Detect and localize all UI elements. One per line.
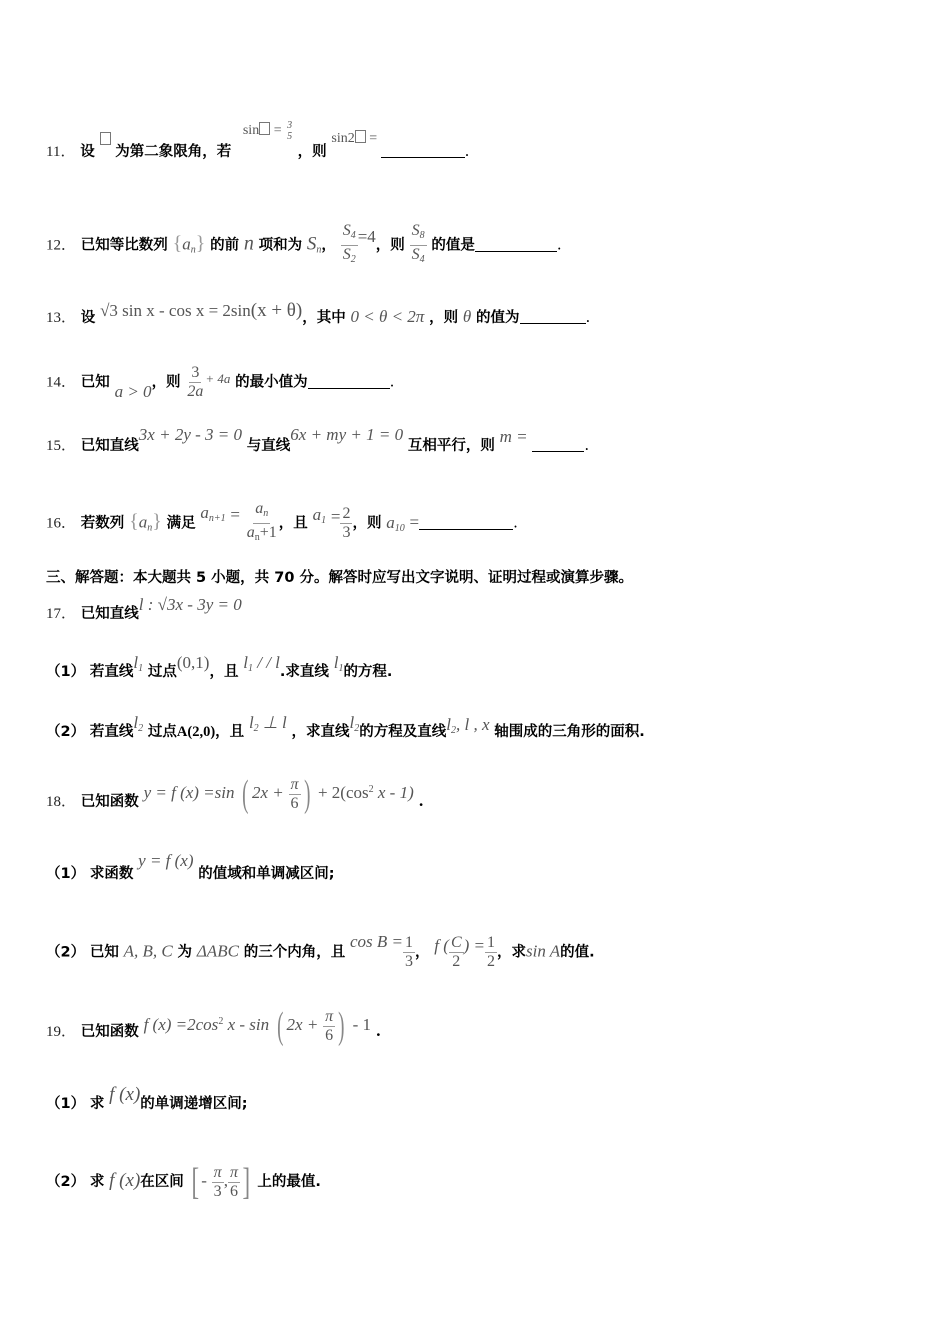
fraction-s8-s4: $\frac{S_8}{S_4}$ xyxy=(411,222,425,265)
answer-blank[interactable] xyxy=(520,309,586,324)
question-17: 17． 已知直线l : √3x - 3y = 0 xyxy=(46,595,242,622)
fraction-s4-s2: $\frac{S_4}{S_2}$ xyxy=(342,222,356,265)
question-19-part-2: （2） 求 f (x)在区间 [ - $\frac{\pi}{3}$ , $\frac{\pi}{6}$ ] 上的最值. xyxy=(46,1161,321,1203)
missing-glyph-icon xyxy=(100,132,111,145)
question-11: 11． 设 为第二象限角，若 sin = 3 5 ，则 sin2 = . xyxy=(46,119,470,160)
condition-sin: sin = 3 5 xyxy=(242,119,293,142)
answer-blank[interactable] xyxy=(381,143,465,158)
question-18-part-1: （1） 求函数 y = f (x) 的值域和单调减区间; xyxy=(46,851,335,882)
missing-glyph-icon xyxy=(355,130,366,143)
question-13: 13． 设 √3 sin x - cos x = 2sin(x + θ)，其中 0 < θ < 2π ，则 θ 的值为 . xyxy=(46,300,591,326)
ask-sin2: sin2 = xyxy=(331,131,378,146)
answer-blank[interactable] xyxy=(308,374,390,389)
question-17-part-1: （1） 若直线$l_1$ 过点(0,1)，且 $l_1$ / / l.求直线 $l_1$的方程. xyxy=(46,653,393,680)
question-15: 15． 已知直线3x + 2y - 3 = 0 与直线6x + my + 1 = 0 互相平行，则 m = . xyxy=(46,425,590,454)
question-19-part-1: （1） 求 f (x)的单调递增区间; xyxy=(46,1084,248,1112)
question-number: 11． xyxy=(46,144,76,160)
section-heading: 三、解答题：本大题共 5 小题，共 70 分。解答时应写出文字说明、证明过程或演算步骤。 xyxy=(46,570,633,586)
question-16: 16． 若数列 $\{a_n\}$ 满足 $a_{n+1}$ = $\frac{a_n}{a_n+1}$ ，且 $a_1$ = $\frac{2}{3}$ ，则 $a_{10}$ = . xyxy=(46,500,518,547)
answer-blank[interactable] xyxy=(475,237,557,252)
question-18: 18． 已知函数 y = f (x) =sin ( 2x + $\frac{\pi}{6}$ ) + $2(\cos^2$ x - 1) . xyxy=(46,773,424,815)
question-12: 12． 已知等比数列 $\{a_n\}$ 的前 n 项和为 $S_n$， $\frac{S_4}{S_2}$ =4，则 $\frac{S_8}{S_4}$ 的值是 . xyxy=(46,222,562,269)
fraction-3-over-2a: $\frac{3}{2a}$ xyxy=(187,364,204,400)
question-14: 14． 已知 a > 0，则 $\frac{3}{2a}$ + 4a 的最小值为 . xyxy=(46,364,395,401)
answer-blank[interactable] xyxy=(419,515,513,530)
question-19: 19． 已知函数 f $(x) =2\cos^2$ x - sin ( 2x + $\frac{\pi}{6}$ ) - 1 . xyxy=(46,1005,381,1047)
answer-blank[interactable] xyxy=(532,437,584,452)
question-18-part-2: （2） 已知 A, B, C 为 ΔABC 的三个内角，且 cos B = $\frac{1}{3}$ ， f ( $\frac{C}{2}$ ) = $\frac{1}{2}$ ，求sin A的值. xyxy=(46,931,595,970)
recurrence-fraction: $\frac{a_n}{a_n+1}$ xyxy=(246,500,277,543)
question-17-part-2: （2） 若直线$l_2$ 过点A(2,0)，且 $l_2$ ⊥ l ，求直线$l_2$的方程及直线$l_2$, l , x 轴围成的三角形的面积. xyxy=(46,713,645,740)
missing-glyph-icon xyxy=(259,122,270,135)
